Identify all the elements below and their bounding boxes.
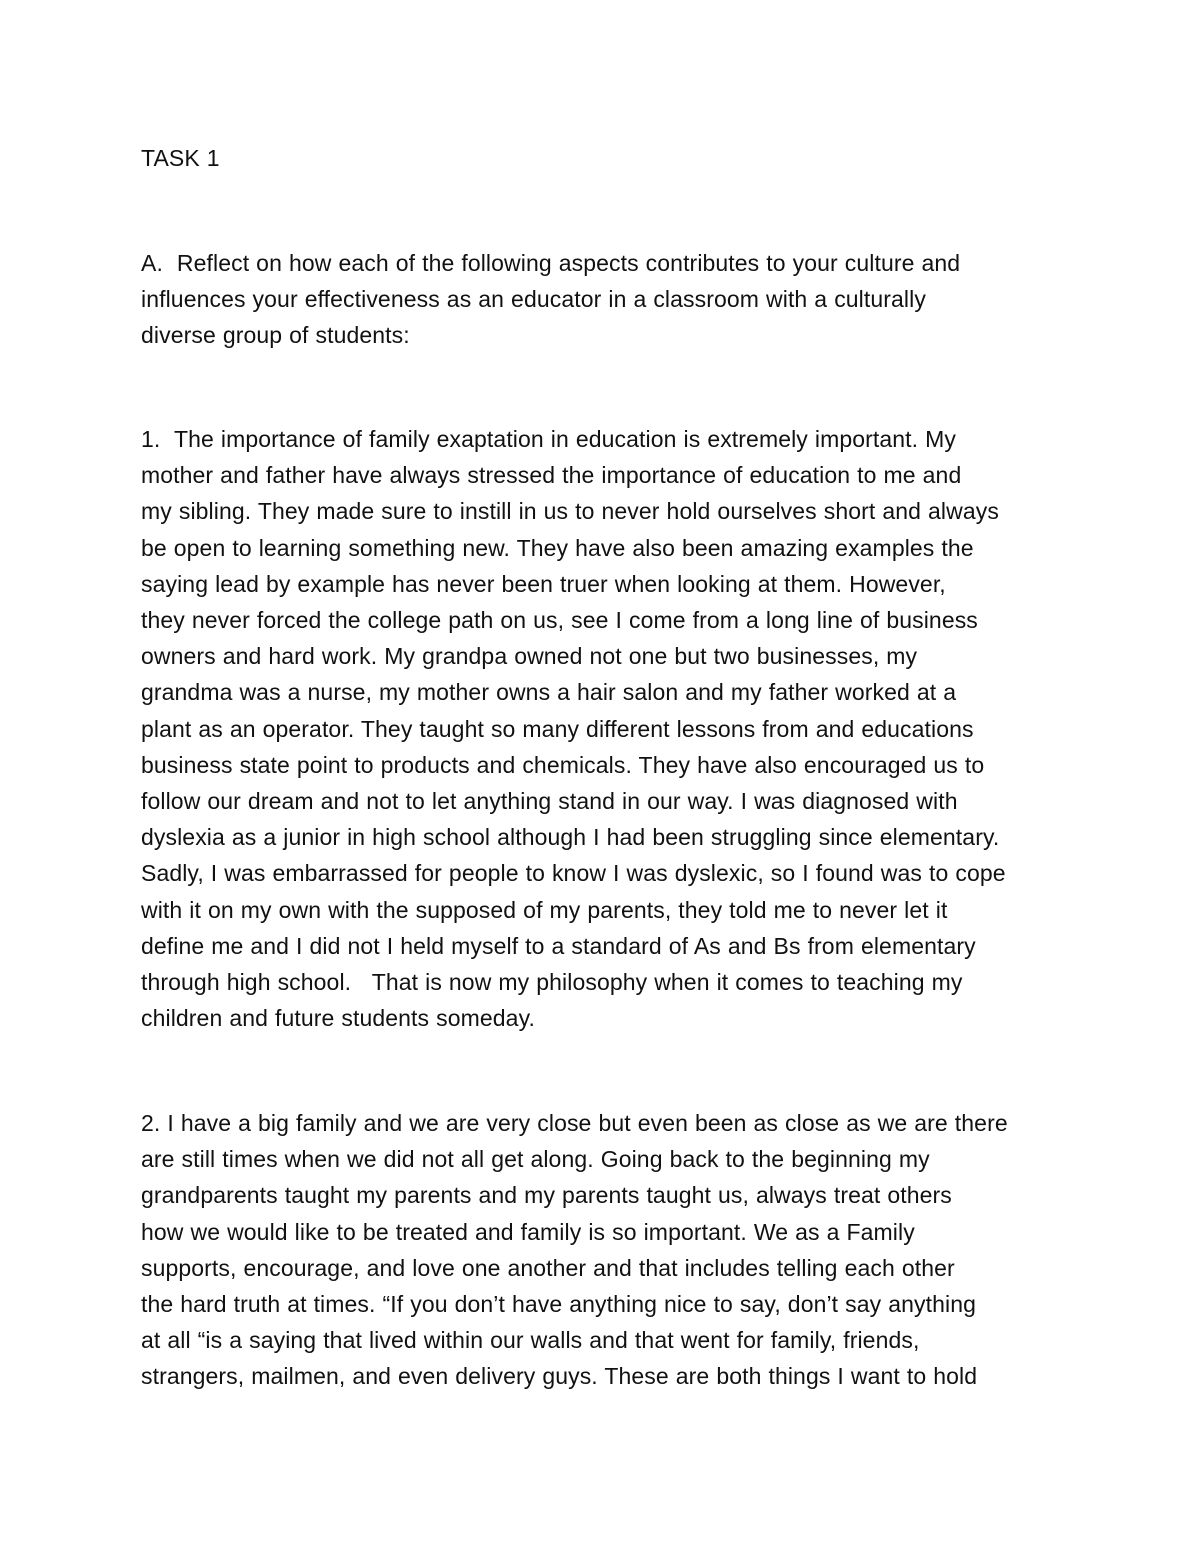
paragraph-1-line: 1. The importance of family exaptation in education is extremely important. My bbox=[141, 426, 957, 452]
paragraph-1-line: follow our dream and not to let anything stand in our way. I was diagnosed with bbox=[141, 788, 958, 815]
paragraph-2-line: how we would like to be treated and family is so important. We as a Family bbox=[141, 1218, 915, 1245]
paragraph-1-line: business state point to products and chemicals. They have also encouraged us to bbox=[141, 751, 985, 778]
intro-line: diverse group of students: bbox=[141, 322, 410, 349]
paragraph-2-line: at all “is a saying that lived within our walls and that went for family, friends, bbox=[141, 1327, 920, 1354]
paragraph-1-line: be open to learning something new. They have also been amazing examples the bbox=[141, 534, 974, 561]
paragraph-1-line: grandma was a nurse, my mother owns a hair salon and my father worked at a bbox=[141, 679, 957, 706]
paragraph-1 bbox=[141, 421, 1081, 1036]
paragraph-1-line: Sadly, I was embarrassed for people to know I was dyslexic, so I found was to cope bbox=[141, 860, 1006, 887]
intro-line: A. Reflect on how each of the following aspects contributes to your culture and bbox=[141, 250, 961, 276]
paragraph-1-line: saying lead by example has never been truer when looking at them. However, bbox=[141, 570, 946, 597]
paragraph-2-line: the hard truth at times. “If you don’t have anything nice to say, don’t say anything bbox=[141, 1291, 977, 1318]
intro-paragraph bbox=[141, 245, 1081, 354]
paragraph-1-line: mother and father have always stressed the importance of education to me and bbox=[141, 462, 962, 489]
paragraph-1-line: through high school. That is now my philosophy when it comes to teaching my bbox=[141, 969, 963, 996]
paragraph-1-line: children and future students someday. bbox=[141, 1005, 535, 1032]
intro-line: influences your effectiveness as an educator in a classroom with a culturally bbox=[141, 286, 926, 313]
paragraph-1-line: with it on my own with the supposed of my parents, they told me to never let it bbox=[141, 896, 948, 923]
paragraph-1-line: owners and hard work. My grandpa owned not one but two businesses, my bbox=[141, 643, 918, 670]
paragraph-1-line: my sibling. They made sure to instill in us to never hold ourselves short and always bbox=[141, 498, 999, 525]
paragraph-2-line: strangers, mailmen, and even delivery guys. These are both things I want to hold bbox=[141, 1363, 978, 1390]
heading-text: TASK 1 bbox=[141, 145, 220, 171]
paragraph-2-line: grandparents taught my parents and my parents taught us, always treat others bbox=[141, 1182, 952, 1209]
paragraph-1-line: dyslexia as a junior in high school although I had been struggling since elementary. bbox=[141, 824, 1000, 851]
paragraph-1-line: they never forced the college path on us, see I come from a long line of business bbox=[141, 607, 978, 634]
paragraph-2-line: 2. I have a big family and we are very close but even been as close as we are there bbox=[141, 1110, 1008, 1136]
paragraph-1-line: define me and I did not I held myself to a standard of As and Bs from elementary bbox=[141, 932, 976, 959]
paragraph-2-line: supports, encourage, and love one another and that includes telling each other bbox=[141, 1254, 955, 1281]
paragraph-2-line: are still times when we did not all get along. Going back to the beginning my bbox=[141, 1146, 930, 1173]
page-heading bbox=[141, 140, 1081, 176]
paragraph-1-line: plant as an operator. They taught so many different lessons from and educations bbox=[141, 715, 974, 742]
paragraph-2 bbox=[141, 1105, 1081, 1395]
